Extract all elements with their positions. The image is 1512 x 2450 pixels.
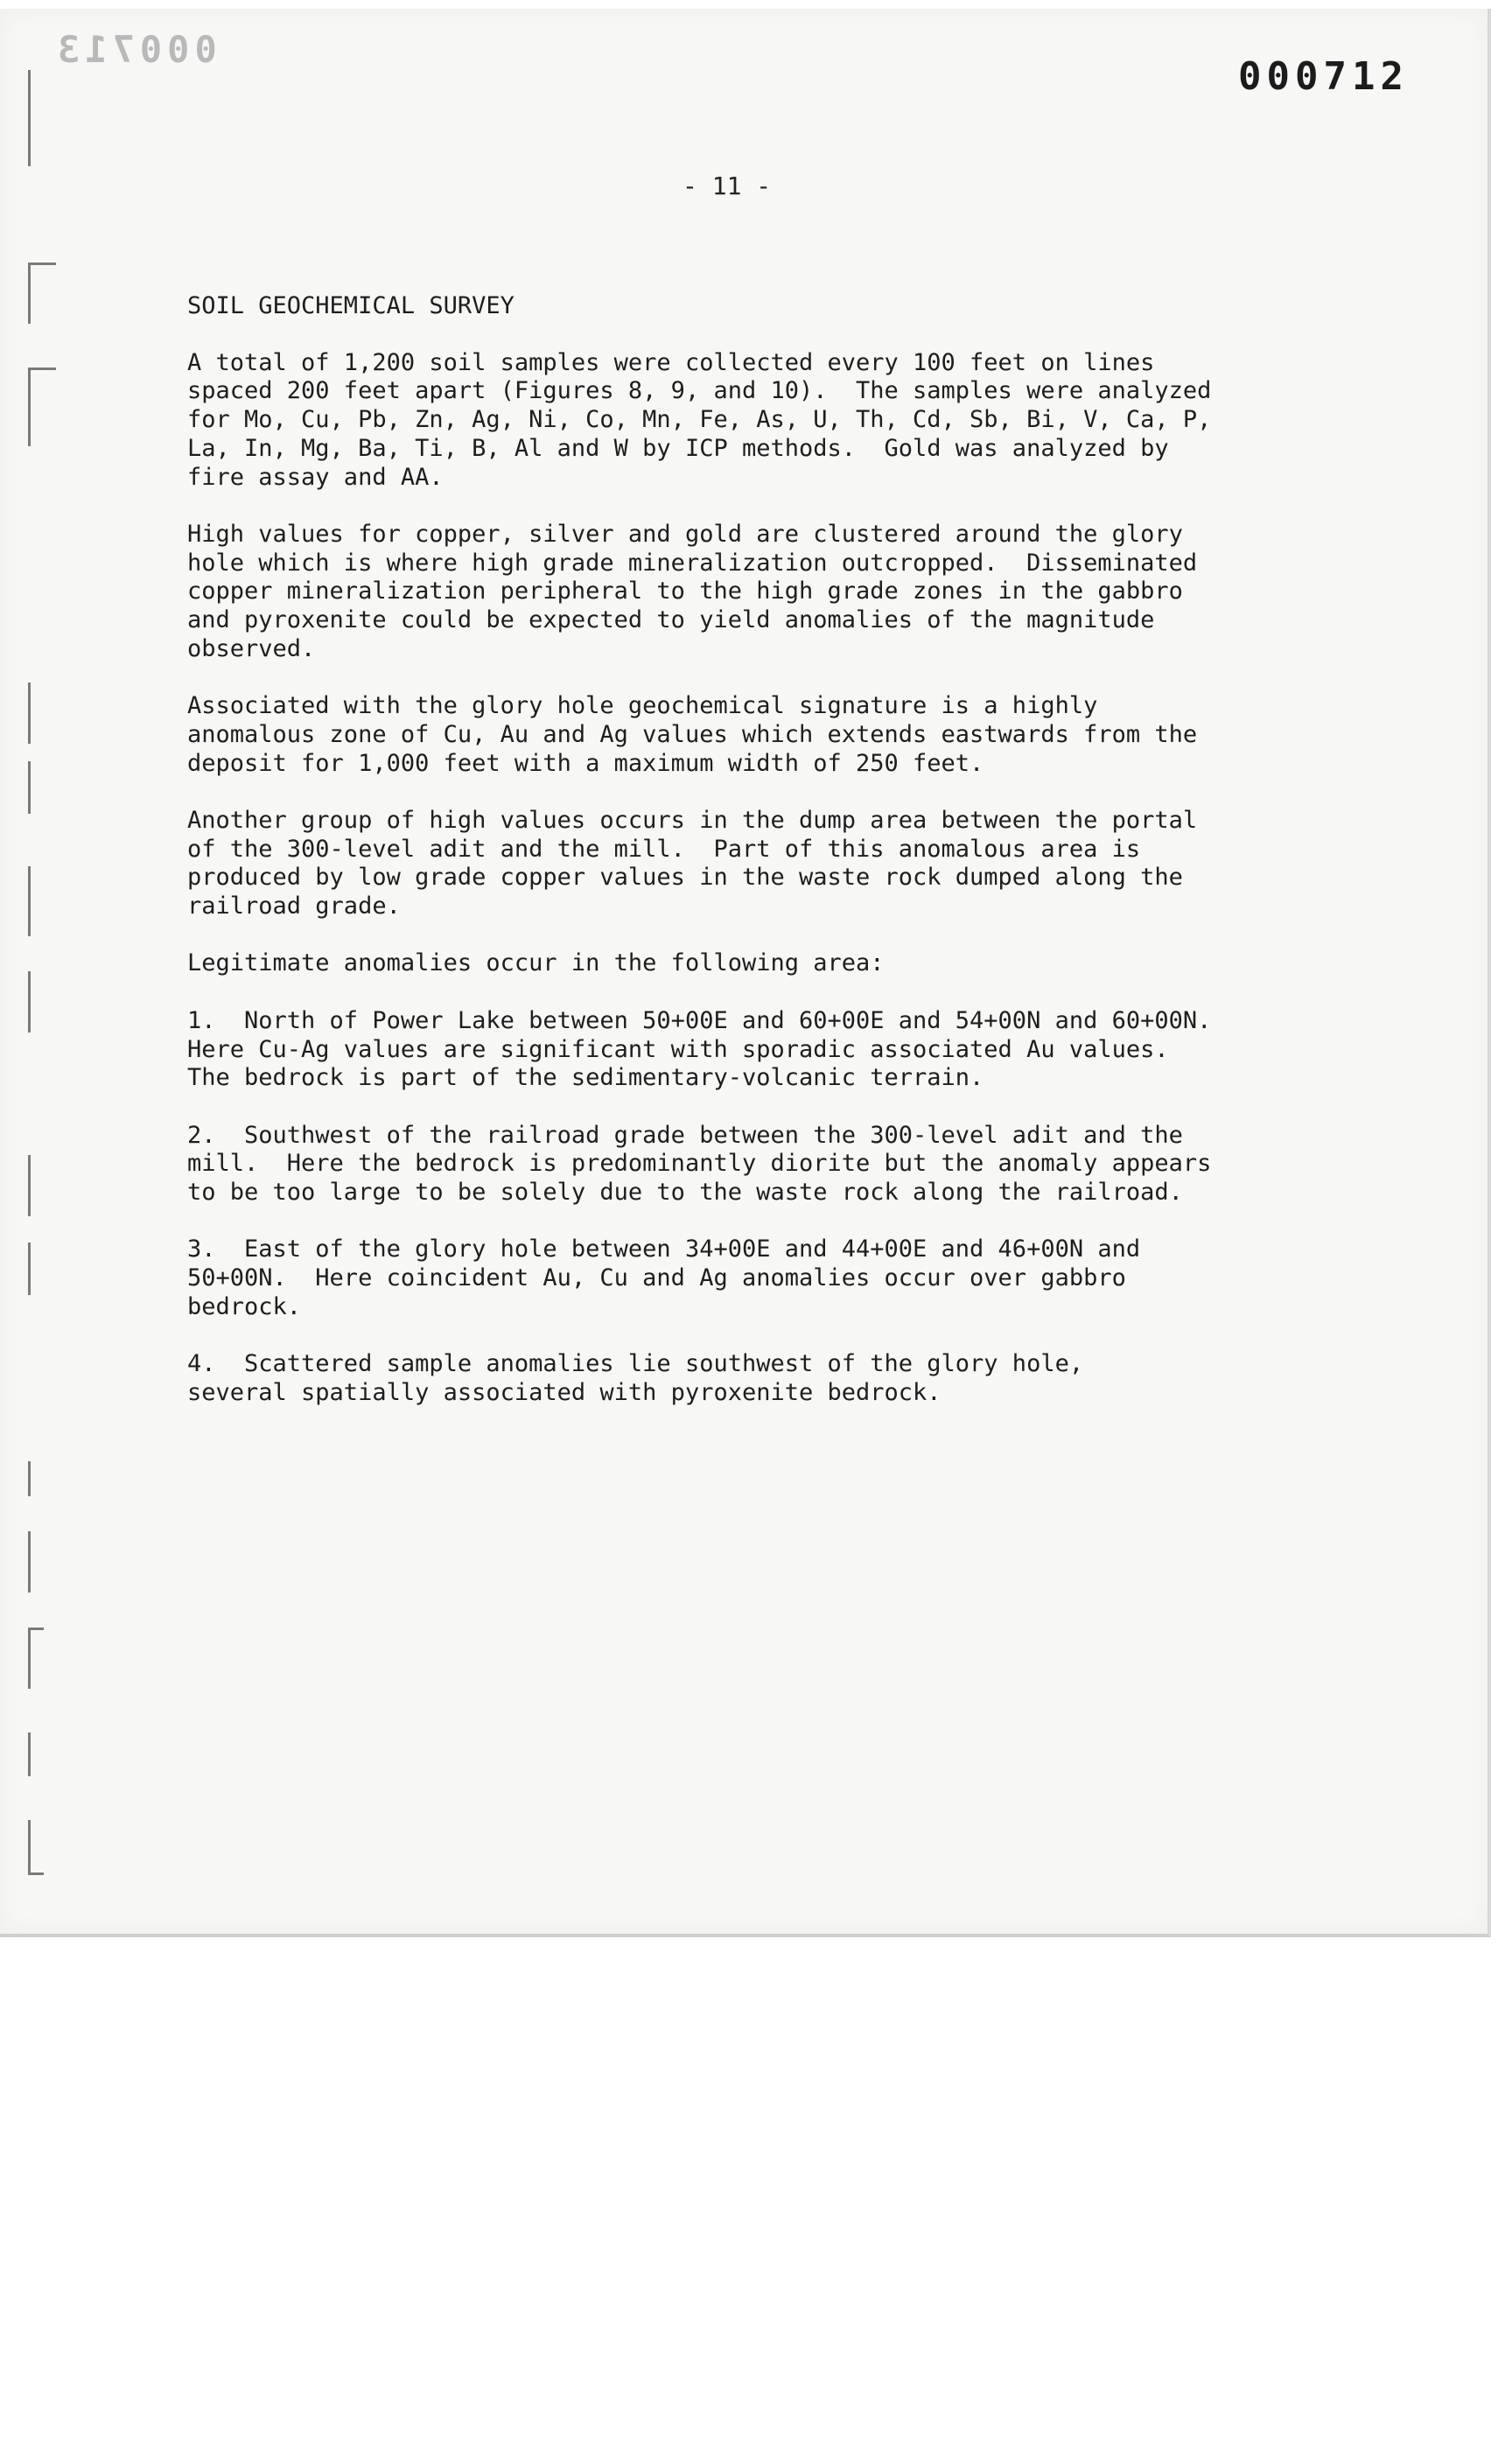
- paragraph-legitimate-anomalies: Legitimate anomalies occur in the following area:: [187, 949, 885, 977]
- faded-stamp-number: 000713: [52, 28, 217, 71]
- document-page: [0, 9, 1491, 1937]
- document-number-stamp: 000712: [1238, 54, 1409, 99]
- list-item-1: 1. North of Power Lake between 50+00E and 60+00E and 54+00N and 60+00N. Here Cu-Ag values are significant with sporadic associated Au values. The bedrock is part of the sedimentary-volcanic terrain.: [187, 1006, 1212, 1092]
- paragraph-dump-area: Another group of high values occurs in the dump area between the portal of the 300-level adit and the mill. Part of this anomalous area is produced by low grade copper values in the waste rock dumped along the railroad grade.: [187, 806, 1198, 920]
- list-item-4: 4. Scattered sample anomalies lie southwest of the glory hole, several spatially associated with pyroxenite bedrock.: [187, 1350, 1084, 1406]
- page-number: - 11 -: [682, 172, 772, 200]
- paragraph-glory-hole-signature: Associated with the glory hole geochemical signature is a highly anomalous zone of Cu, Au and Ag values which extends eastwards from the deposit for 1,000 feet with a maximum width of 250 feet.: [187, 692, 1198, 777]
- paragraph-sample-collection: A total of 1,200 soil samples were collected every 100 feet on lines spaced 200 feet apart (Figures 8, 9, and 10). The samples were analyzed for Mo, Cu, Pb, Zn, Ag, Ni, Co, Mn, Fe, As, U, Th, Cd, Sb, Bi, V, Ca, P, La, In, Mg, Ba, Ti, B, Al and W by ICP methods. Gold was analyzed by fire assay and AA.: [187, 348, 1212, 491]
- list-item-3: 3. East of the glory hole between 34+00E and 44+00E and 46+00N and 50+00N. Here coincident Au, Cu and Ag anomalies occur over gabbro bedrock.: [187, 1236, 1141, 1320]
- list-item-2: 2. Southwest of the railroad grade between the 300-level adit and the mill. Here the bedrock is predominantly diorite but the anomaly appears to be too large to be solely due to the waste rock along the railroad.: [187, 1121, 1212, 1206]
- section-heading: SOIL GEOCHEMICAL SURVEY: [187, 292, 514, 319]
- document-body: [187, 292, 1430, 1436]
- paragraph-high-values: High values for copper, silver and gold are clustered around the glory hole which is where high grade mineralization outcropped. Disseminated copper mineralization peripheral to the high grade zones in the gabbro and pyroxenite could be expected to yield anomalies of the magnitude observed.: [187, 520, 1198, 662]
